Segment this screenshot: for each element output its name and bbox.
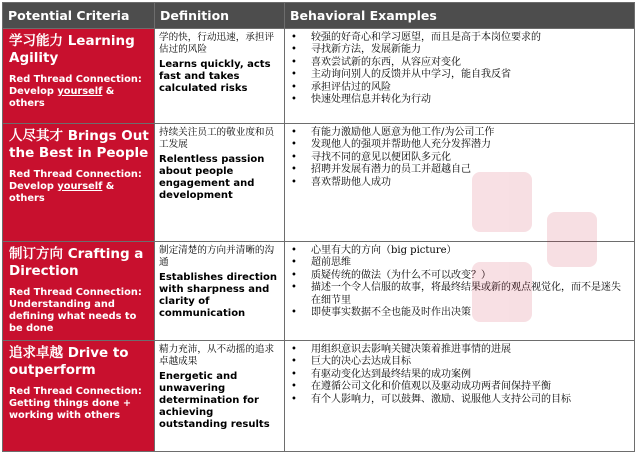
red-thread-prefix: Red Thread Connection: Getting things done + working with others — [9, 386, 142, 421]
behavior-list — [291, 32, 628, 106]
red-thread-prefix: Red Thread Connection: Develop — [9, 74, 142, 97]
behavior-item — [291, 82, 628, 94]
criteria-title-en: Brings Out the Best in People — [9, 128, 149, 161]
bullet-icon: • — [291, 44, 297, 56]
behavior-item — [291, 32, 628, 44]
behaviors-cell — [285, 124, 635, 242]
definition-cell — [155, 242, 285, 341]
behavior-text: 有驱动变化达到最终结果的成功案例 — [311, 368, 471, 380]
criteria-row — [3, 124, 635, 242]
bullet-icon: • — [291, 94, 297, 106]
definition-en: Relentless passion about people engagement and development — [159, 153, 265, 202]
header-potential-criteria: Potential Criteria — [3, 3, 155, 29]
criteria-row — [3, 242, 635, 341]
definition-zh: 持续关注员工的敬业度和员工发展 — [159, 127, 275, 150]
bullet-icon: • — [291, 245, 297, 256]
behavior-text: 用组织意识去影响关键决策着推进事情的进展 — [311, 344, 511, 355]
red-thread-prefix: Red Thread Connection: Understanding and defining what needs to be done — [9, 287, 142, 334]
behavior-list — [291, 245, 628, 319]
behavior-text: 招聘并发展有潜力的员工并超越自己 — [311, 164, 471, 176]
behavior-text: 有能力激励他人愿意为他工作/为公司工作 — [311, 127, 495, 138]
behavior-text: 巨大的决心去达成目标 — [311, 356, 411, 368]
red-thread-suffix: & others — [9, 181, 115, 204]
behaviors-cell — [285, 341, 635, 452]
behavior-text: 描述一个令人信服的故事，将最终结果或新的观点视觉化，而不是迷失在细节里 — [311, 282, 621, 306]
behavior-item — [291, 152, 628, 164]
behavior-item — [291, 139, 628, 151]
criteria-title-zh: 学习能力 — [9, 33, 63, 49]
bullet-icon: • — [291, 151, 297, 163]
criteria-title-en: Drive to outperform — [9, 345, 129, 378]
bullet-icon: • — [291, 307, 297, 319]
bullet-icon: • — [291, 69, 297, 81]
behavior-item — [291, 44, 628, 56]
table-header-row — [3, 3, 635, 29]
definition-zh: 精力充沛，从不动摇的追求卓越成果 — [159, 344, 275, 367]
behaviors-cell — [285, 29, 635, 124]
behavior-item — [291, 69, 628, 81]
behavior-item — [291, 394, 628, 406]
behavior-text: 超前思维 — [311, 257, 351, 269]
behavior-item — [291, 381, 628, 393]
red-thread-connection — [9, 287, 150, 335]
bullet-icon: • — [291, 176, 297, 188]
red-thread-underlined: yourself — [57, 181, 103, 192]
behavior-item — [291, 307, 628, 319]
criteria-cell — [3, 29, 155, 124]
criteria-title — [9, 345, 150, 379]
behavior-text: 较强的好奇心和学习愿望，而且是高于本岗位要求的 — [311, 32, 541, 43]
behavior-item — [291, 270, 628, 282]
criteria-title-zh: 制订方向 — [9, 246, 63, 262]
behavior-item — [291, 57, 628, 69]
definition-en: Learns quickly, acts fast and takes calculated risks — [159, 58, 271, 94]
behavior-item — [291, 245, 628, 257]
criteria-title-en: Crafting a Direction — [9, 246, 144, 279]
criteria-title — [9, 128, 150, 162]
bullet-icon: • — [291, 127, 297, 138]
red-thread-suffix: & others — [9, 86, 115, 109]
behavior-text: 心里有大的方向（big picture） — [311, 245, 457, 256]
definition-cell — [155, 29, 285, 124]
bullet-icon: • — [291, 282, 297, 294]
behavior-item — [291, 356, 628, 368]
behavior-text: 寻找不同的意见以便团队多元化 — [311, 151, 451, 163]
definition-en: Energetic and unwavering determination for achieving outstanding results — [159, 370, 270, 431]
behavior-text: 喜欢帮助他人成功 — [311, 176, 391, 188]
potential-criteria-table — [2, 2, 635, 452]
criteria-cell — [3, 242, 155, 341]
criteria-cell — [3, 341, 155, 452]
behavior-list — [291, 127, 628, 189]
behavior-item — [291, 164, 628, 176]
definition-cell — [155, 341, 285, 452]
behavior-item — [291, 177, 628, 189]
bullet-icon: • — [291, 368, 297, 380]
bullet-icon: • — [291, 56, 297, 68]
criteria-row — [3, 29, 635, 124]
behavior-text: 质疑传统的做法（为什么不可以改变？） — [311, 269, 491, 281]
behavior-item — [291, 257, 628, 269]
behavior-item — [291, 94, 628, 106]
behavior-text: 承担评估过的风险 — [311, 81, 391, 93]
behavior-item — [291, 369, 628, 381]
bullet-icon: • — [291, 356, 297, 368]
bullet-icon: • — [291, 269, 297, 281]
red-thread-connection — [9, 74, 150, 110]
red-thread-underlined: yourself — [57, 86, 103, 97]
definition-en: Establishes direction with sharpness and clarity of communication — [159, 271, 278, 320]
red-thread-connection — [9, 386, 150, 422]
bullet-icon: • — [291, 164, 297, 176]
criteria-title-zh: 追求卓越 — [9, 345, 63, 361]
behavior-text: 喜欢尝试新的东西，从容应对变化 — [311, 56, 461, 68]
bullet-icon: • — [291, 139, 297, 151]
bullet-icon: • — [291, 381, 297, 393]
criteria-row — [3, 341, 635, 452]
bullet-icon: • — [291, 344, 297, 355]
behaviors-cell — [285, 242, 635, 341]
behavior-text: 寻找新方法，发展新能力 — [311, 44, 421, 56]
definition-zh: 制定清楚的方向并清晰的沟通 — [159, 245, 275, 268]
behavior-text: 即使事实数据不全也能及时作出决策 — [311, 307, 471, 319]
criteria-cell — [3, 124, 155, 242]
red-thread-prefix: Red Thread Connection: Develop — [9, 169, 142, 192]
red-thread-connection — [9, 169, 150, 205]
header-behavioral-examples: Behavioral Examples — [285, 3, 635, 29]
bullet-icon: • — [291, 32, 297, 43]
behavior-text: 有个人影响力，可以鼓舞、激励、说服他人支持公司的目标 — [311, 393, 571, 405]
behavior-list — [291, 344, 628, 406]
behavior-item — [291, 282, 628, 307]
criteria-title — [9, 246, 150, 280]
behavior-item — [291, 344, 628, 356]
behavior-text: 主动询问别人的反馈并从中学习，能自我反省 — [311, 69, 511, 81]
criteria-table-wrapper — [2, 2, 634, 453]
bullet-icon: • — [291, 393, 297, 405]
header-definition: Definition — [155, 3, 285, 29]
definition-zh: 学的快，行动迅速，承担评估过的风险 — [159, 32, 275, 55]
bullet-icon: • — [291, 81, 297, 93]
behavior-text: 发现他人的强项并帮助他人充分发挥潜力 — [311, 139, 491, 151]
criteria-title-zh: 人尽其才 — [9, 128, 63, 144]
definition-cell — [155, 124, 285, 242]
criteria-title-en: Learning Agility — [9, 33, 135, 66]
behavior-text: 在遵循公司文化和价值观以及驱动成功两者间保持平衡 — [311, 381, 551, 393]
criteria-title — [9, 33, 150, 67]
bullet-icon: • — [291, 257, 297, 269]
behavior-text: 快速处理信息并转化为行动 — [311, 94, 431, 106]
behavior-item — [291, 127, 628, 139]
